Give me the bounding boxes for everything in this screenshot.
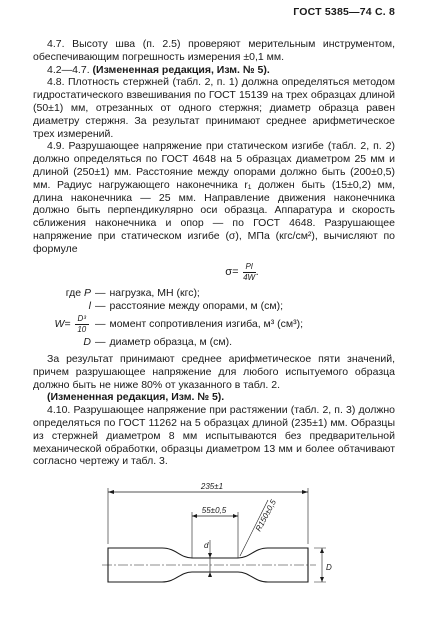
formula-tail: . [255,265,259,278]
edit-note: (Измененная редакция, Изм. № 5). [92,63,270,76]
paragraph-4-7: 4.7. Высоту шва (п. 2.5) проверяют мерительным инструментом, обеспечивающим погрешность измерения ±0,1 мм. [33,38,395,63]
legend-dash: — [95,318,106,331]
legend-row [33,336,395,349]
legend-dash: — [95,336,106,349]
edit-note: (Измененная редакция, Изм. № 5). [47,391,225,404]
legend-text: диаметр образца, м (см). [109,336,233,349]
legend-fraction [75,314,89,335]
specimen-drawing [100,480,340,610]
legend-symbol: l [88,300,91,313]
legend-row [33,287,395,300]
formula-fraction [243,262,256,283]
legend-dash: — [95,300,106,313]
legend-text: нагрузка, МН (кгс); [109,286,200,299]
paragraph-4-9-result: За результат принимают среднее арифметическое пяти значений, причем разрушающее напряжение для любого испытуемого образца должно быть не ниже 80% от указанного в табл. 2. [33,352,395,391]
legend-symbol-fraction [33,314,95,335]
legend-row [33,300,395,313]
dimension-total-label: 235±1 [200,482,224,491]
formula-bending-stress [89,262,395,283]
legend-dash: — [95,286,106,299]
paragraph-4-9: 4.9. Разрушающее напряжение при статическом изгибе (табл. 2, п. 2) должно определяться по ГОСТ 4648 на 5 образцах диаметром 25 мм и длиной (250±1) мм. Расстояние между опорами должно быть (200±0,5) мм. Радиус нагружающего наконечника r₁ должен быть (15±0,2) мм, длина наконечника — 25 мм. Направление движения наконечника должно быть перпендикулярно оси образца. Аппаратура и скорость сближения наконечника и опор — по ГОСТ 4648. Разрушающее напряжение при статическом изгибе (σ), МПа (кгс/см²), вычисляют по формуле [33,140,395,255]
formula-legend [33,287,395,349]
formula-lhs: σ= [225,265,239,278]
paragraph-4-8: 4.8. Плотность стержней (табл. 2, п. 1) должна определяться методом гидростатического взвешивания по ГОСТ 15139 на трех образцах длиной (50±1) мм, отрезанных от одного стержня; диаметр образца равен диаметру стержня. За результат принимают среднее арифметическое трех измерений. [33,76,395,140]
paragraph-4-10: 4.10. Разрушающее напряжение при растяжении (табл. 2, п. 3) должно определяться по ГОСТ 11262 на 5 образцах длиной (235±1) мм. Образцы из стержней диаметром 8 мм испытываются без предварительной механической обработки, образцы диаметром 13 мм и более обтачивают согласно чертежу и табл. 3. [33,404,395,468]
legend-text: расстояние между опорами, м (см); [109,300,284,313]
page-header: ГОСТ 5385—74 С. 8 [293,6,395,18]
dimension-middle-label: 55±0,5 [201,506,227,515]
document-body [33,38,395,468]
where-label: где [65,286,82,299]
formula-numerator: Pl [243,262,256,273]
label-D: D [326,563,332,572]
legend-row [33,314,395,335]
radius-label: R150±0,5 [253,498,279,533]
legend-text: момент сопротивления изгиба, м³ (см³); [109,318,304,331]
legend-symbol: D [83,336,91,349]
legend-denominator: 10 [77,325,87,335]
paragraph-range-label: 4.2—4.7. [47,63,90,76]
paragraph-4-2-4-7-edit [33,64,395,77]
legend-symbol: W= [54,318,71,331]
legend-numerator: D³ [75,314,89,325]
label-d: d [204,541,209,550]
formula-denominator: 4W [243,272,256,282]
legend-symbol: P [83,286,91,299]
legend-where [33,287,95,300]
